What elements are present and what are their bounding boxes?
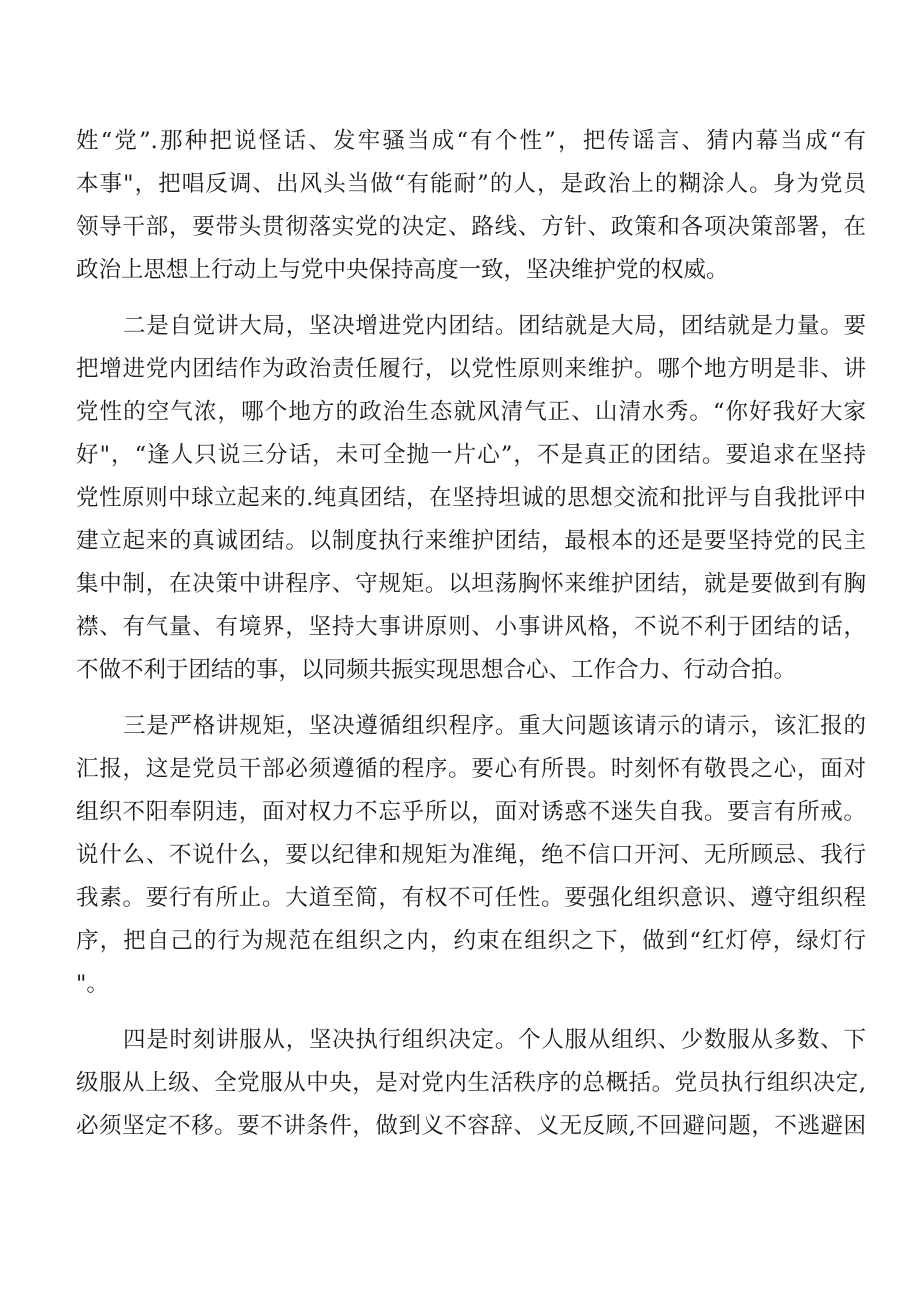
paragraph-gap (76, 292, 866, 305)
text-line: 汇报，这是党员干部必须遵循的程序。要心有所畏。时刻怀有敬畏之心，面对 (76, 756, 866, 782)
text-line: 姓“党”.那种把说怪话、发牢骚当成“有个性”，把传谣言、猜内幕当成“有 (76, 128, 866, 154)
text-line: 不做不利于团结的事，以同频共振实现思想合心、工作合力、行动合拍。 (76, 657, 797, 683)
text-line: 本事"，把唱反调、出风头当做“有能耐”的人，是政治上的糊涂人。身为党员 (76, 171, 866, 197)
text-line: 三是严格讲规矩，坚决遵循组织程序。重大问题该请示的请示，该汇报的 (123, 713, 866, 739)
text-line: 党性原则中球立起来的.纯真团结，在坚持坦诚的思想交流和批评与自我批评中 (76, 485, 866, 511)
paragraph-gap (76, 1006, 866, 1019)
text-line: 把增进党内团结作为政治责任履行，以党性原则来维护。哪个地方明是非、讲 (76, 356, 866, 382)
paragraph-2 (76, 305, 866, 692)
text-line: 四是时刻讲服从，坚决执行组织决定。个人服从组织、少数服从多数、下 (123, 1027, 866, 1053)
text-line: 我素。要行有所止。大道至简，有权不可任性。要强化组织意识、遵守组织程 (76, 885, 866, 911)
text-line: 二是自觉讲大局，坚决增进党内团结。团结就是大局，团结就是力量。要 (123, 313, 866, 339)
paragraph-4 (76, 1019, 866, 1148)
text-line: 襟、有气量、有境界，坚持大事讲原则、小事讲风格，不说不利于团结的话， (76, 614, 866, 640)
text-line: "。 (76, 971, 109, 997)
paragraph-3 (76, 705, 866, 1006)
paragraph-1 (76, 120, 866, 292)
text-line: 组织不阳奉阴违，面对权力不忘乎所以，面对诱惑不迷失自我。要言有所戒。 (76, 799, 866, 825)
text-line: 建立起来的真诚团结。以制度执行来维护团结，最根本的还是要坚持党的民主 (76, 528, 866, 554)
text-line: 级服从上级、全党服从中央，是对党内生活秩序的总概括。党员执行组织决定, (76, 1070, 866, 1096)
paragraph-gap (76, 692, 866, 705)
text-line: 说什么、不说什么，要以纪律和规矩为准绳，绝不信口开河、无所顾忌、我行 (76, 842, 866, 868)
text-line: 领导干部，要带头贯彻落实党的决定、路线、方针、政策和各项决策部署，在 (76, 214, 866, 240)
document-body (76, 120, 866, 1148)
text-line: 好"，“逢人只说三分话，未可全抛一片心”，不是真正的团结。要追求在坚持 (76, 442, 866, 468)
text-line: 序，把自己的行为规范在组织之内，约束在组织之下，做到“红灯停，绿灯行 (76, 928, 866, 954)
text-line: 政治上思想上行动上与党中央保持高度一致，坚决维护党的权威。 (76, 257, 729, 283)
text-line: 集中制，在决策中讲程序、守规矩。以坦荡胸怀来维护团结，就是要做到有胸 (76, 571, 866, 597)
text-line: 党性的空气浓，哪个地方的政治生态就风清气正、山清水秀。“你好我好大家 (76, 399, 866, 425)
text-line: 必须坚定不移。要不讲条件，做到义不容辞、义无反顾,不回避问题，不逃避困 (76, 1113, 866, 1139)
